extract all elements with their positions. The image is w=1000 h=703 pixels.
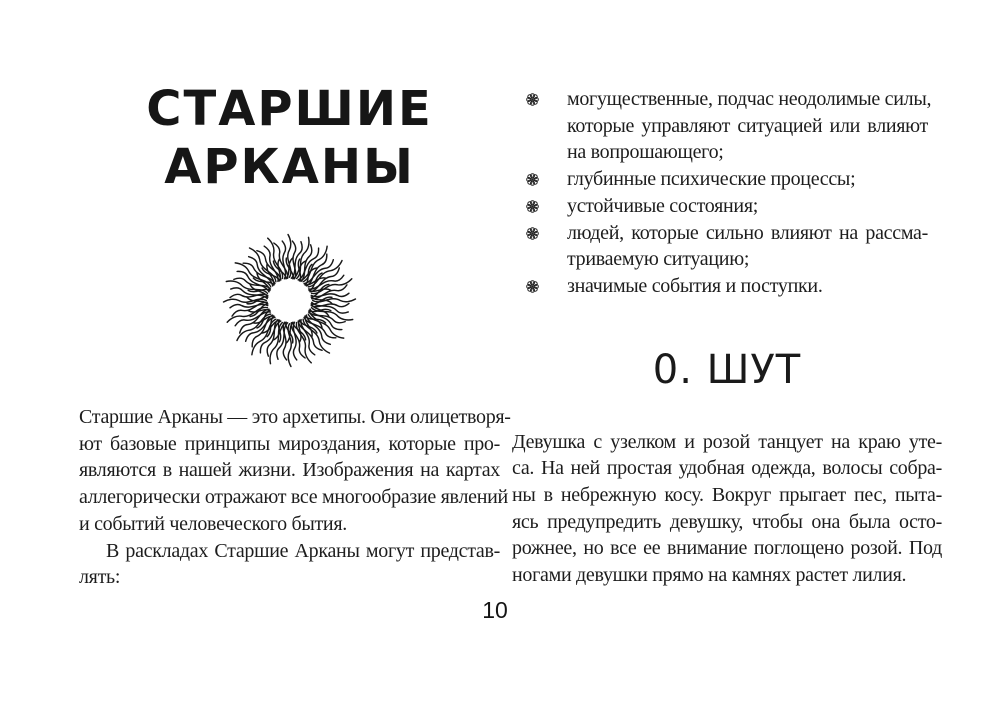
rosette-bullet-icon	[526, 280, 539, 293]
text-line: на вопрошающего;	[567, 141, 724, 164]
right-column	[512, 0, 942, 589]
list-item	[512, 220, 928, 273]
chapter-paragraph	[512, 429, 942, 589]
spreads-paragraph	[79, 538, 500, 591]
text-line: ясь предупредить девушку, чтобы она была осто-	[512, 510, 942, 533]
text-line: Девушка с узелком и розой танцует на краю уте-	[512, 430, 942, 453]
text-line: ногами девушки прямо на камнях растет лилия.	[512, 564, 907, 587]
chapter-heading: 0. ШУТ	[652, 346, 802, 393]
list-item	[512, 86, 932, 166]
text-line: являются в нашей жизни. Изображения на картах	[79, 459, 500, 482]
text-line: са. На ней простая удобная одежда, волосы собра-	[512, 457, 942, 480]
page-number: 10	[482, 597, 508, 623]
text-line: могущественные, подчас неодолимые силы,	[567, 88, 932, 110]
text-line: людей, которые сильно влияют на рассма-	[567, 221, 928, 244]
text-line: В раскладах Старшие Арканы могут представ-	[106, 539, 500, 562]
sun-ornament	[79, 228, 500, 373]
text-line: триваемую ситуацию;	[567, 248, 750, 271]
list-item	[512, 166, 928, 193]
text-line: значимые события и поступки.	[567, 274, 823, 297]
rosette-bullet-icon	[526, 173, 539, 186]
intro-paragraph	[79, 404, 511, 538]
text-line: которые управляют ситуацией или влияют	[567, 114, 928, 137]
rosette-bullet-icon	[526, 227, 539, 240]
text-line: Старшие Арканы — это архетипы. Они олицетворя-	[79, 406, 511, 428]
list-item	[512, 273, 928, 300]
text-line: устойчивые состояния;	[567, 194, 758, 217]
meanings-list	[512, 86, 942, 300]
text-line: и событий человеческого бытия.	[79, 512, 347, 535]
rosette-bullet-icon	[526, 93, 539, 106]
section-title-line1: СТАРШИЕ	[146, 81, 433, 137]
section-title	[79, 80, 500, 196]
text-line: ют базовые принципы мироздания, которые про-	[79, 432, 500, 455]
text-line: лять:	[79, 566, 121, 589]
text-line: аллегорически отражают все многообразие явлений	[79, 486, 508, 509]
sun-icon	[217, 228, 362, 373]
section-title-line2: АРКАНЫ	[164, 139, 415, 195]
text-line: ны в небрежную косу. Вокруг прыгает пес, пыта-	[512, 484, 942, 507]
list-item	[512, 193, 928, 220]
text-line: глубинные психические процессы;	[567, 168, 856, 191]
rosette-bullet-icon	[526, 200, 539, 213]
text-line: рожнее, но все ее внимание поглощено розой. Под	[512, 537, 942, 560]
left-column	[79, 0, 511, 591]
